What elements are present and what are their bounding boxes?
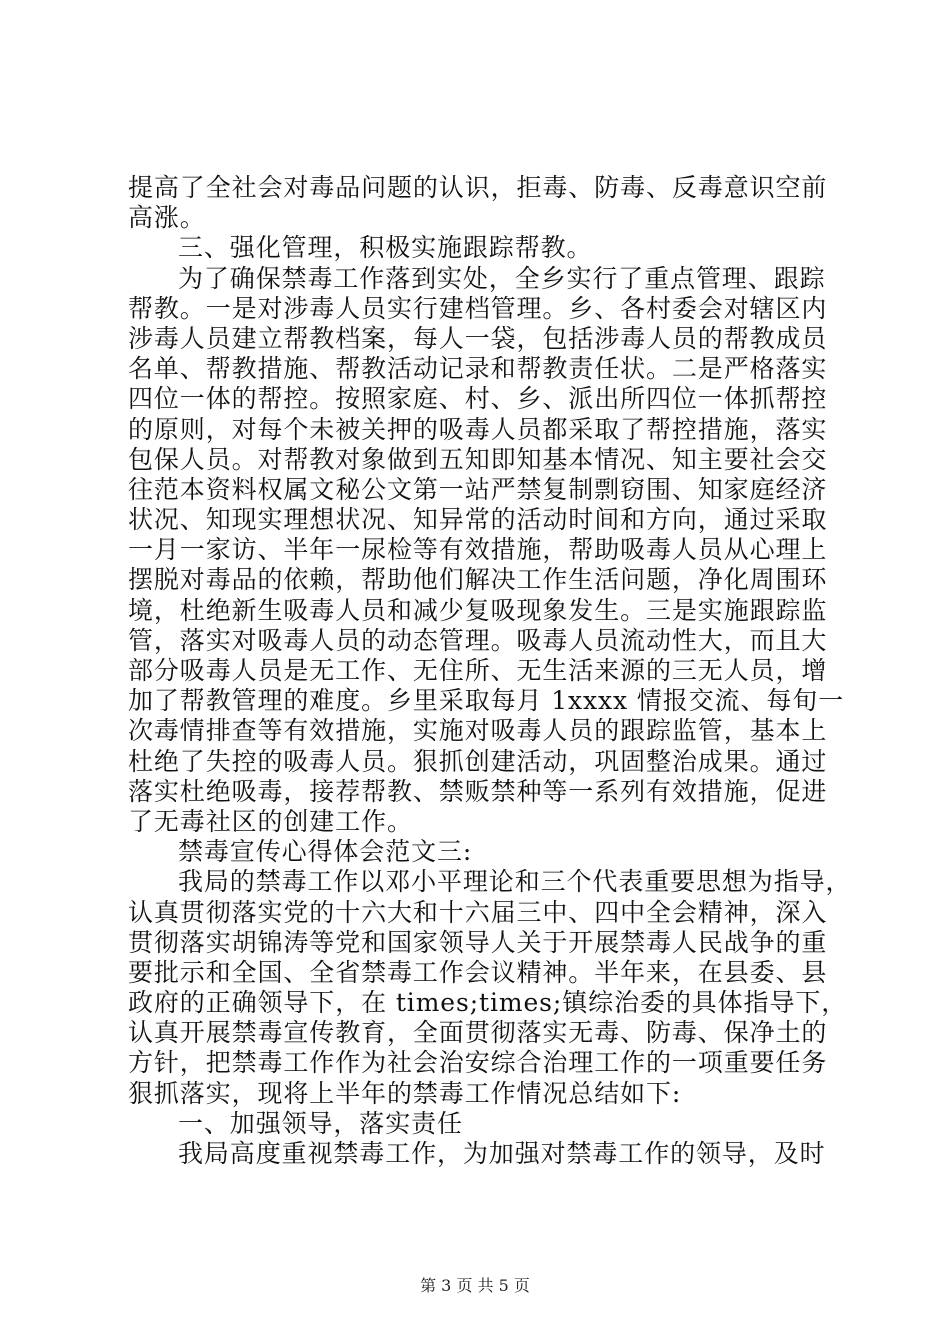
text-line: 涉毒人员建立帮教档案，每人一袋，包括涉毒人员的帮教成员 xyxy=(128,323,828,353)
text-line: 为了确保禁毒工作落到实处，全乡实行了重点管理、跟踪 xyxy=(178,263,826,293)
text-line: 次毒情排查等有效措施，实施对吸毒人员的跟踪监管，基本上 xyxy=(128,716,828,746)
text-line: 认真贯彻落实党的十六大和十六届三中、四中全会精神，深入 xyxy=(128,897,828,927)
text-line: 杜绝了失控的吸毒人员。狠抓创建活动，巩固整治成果。通过 xyxy=(128,746,828,776)
document-body xyxy=(128,173,852,1169)
text-line: 管，落实对吸毒人员的动态管理。吸毒人员流动性大，而且大 xyxy=(128,625,828,655)
text-line: 的原则，对每个未被关押的吸毒人员都采取了帮控措施，落实 xyxy=(128,414,828,444)
text-line: 落实杜绝吸毒，接荐帮教、禁贩禁种等一系列有效措施，促进 xyxy=(128,776,828,806)
text-line: 帮教。一是对涉毒人员实行建档管理。乡、各村委会对辖区内 xyxy=(128,293,828,323)
text-line: 政府的正确领导下，在 times;times;镇综治委的具体指导下， xyxy=(128,988,848,1018)
text-line: 三、强化管理，积极实施跟踪帮教。 xyxy=(178,233,593,263)
text-line: 包保人员。对帮教对象做到五知即知基本情况、知主要社会交 xyxy=(128,444,828,474)
text-line: 提高了全社会对毒品问题的认识，拒毒、防毒、反毒意识空前 xyxy=(128,173,828,202)
text-line: 禁毒宣传心得体会范文三: xyxy=(178,837,473,867)
text-line: 一月一家访、半年一尿检等有效措施，帮助吸毒人员从心理上 xyxy=(128,535,828,565)
text-line: 贯彻落实胡锦涛等党和国家领导人关于开展禁毒人民战争的重 xyxy=(128,927,828,957)
text-line: 了无毒社区的创建工作。 xyxy=(128,806,413,836)
text-line: 认真开展禁毒宣传教育，全面贯彻落实无毒、防毒、保净土的 xyxy=(128,1018,828,1048)
text-line: 高涨。 xyxy=(128,203,206,233)
text-line: 境，杜绝新生吸毒人员和减少复吸现象发生。三是实施跟踪监 xyxy=(128,595,828,625)
text-line: 要批示和全国、全省禁毒工作会议精神。半年来，在县委、县 xyxy=(128,957,828,987)
text-line: 我局高度重视禁毒工作，为加强对禁毒工作的领导，及时 xyxy=(178,1139,826,1168)
text-line: 往范本资料权属文秘公文第一站严禁复制剽窃围、知家庭经济 xyxy=(128,474,828,504)
text-line: 我局的禁毒工作以邓小平理论和三个代表重要思想为指导， xyxy=(178,867,852,897)
text-line: 方针，把禁毒工作作为社会治安综合治理工作的一项重要任务 xyxy=(128,1048,828,1078)
text-line: 摆脱对毒品的依赖，帮助他们解决工作生活问题，净化周围环 xyxy=(128,565,828,595)
text-line: 部分吸毒人员是无工作、无住所、无生活来源的三无人员，增 xyxy=(128,656,828,685)
text-line: 四位一体的帮控。按照家庭、村、乡、派出所四位一体抓帮控 xyxy=(128,384,828,414)
text-line: 狠抓落实，现将上半年的禁毒工作情况总结如下: xyxy=(128,1078,682,1108)
text-line: 一、加强领导，落实责任 xyxy=(178,1108,463,1138)
text-line: 状况、知现实理想状况、知异常的活动时间和方向，通过采取 xyxy=(128,505,828,535)
text-line: 加了帮教管理的难度。乡里采取每月 1xxxx 情报交流、每旬一 xyxy=(128,686,845,716)
page-number-footer: 第 3 页 共 5 页 xyxy=(420,1276,530,1295)
text-line: 名单、帮教措施、帮教活动记录和帮教责任状。二是严格落实 xyxy=(128,354,828,384)
